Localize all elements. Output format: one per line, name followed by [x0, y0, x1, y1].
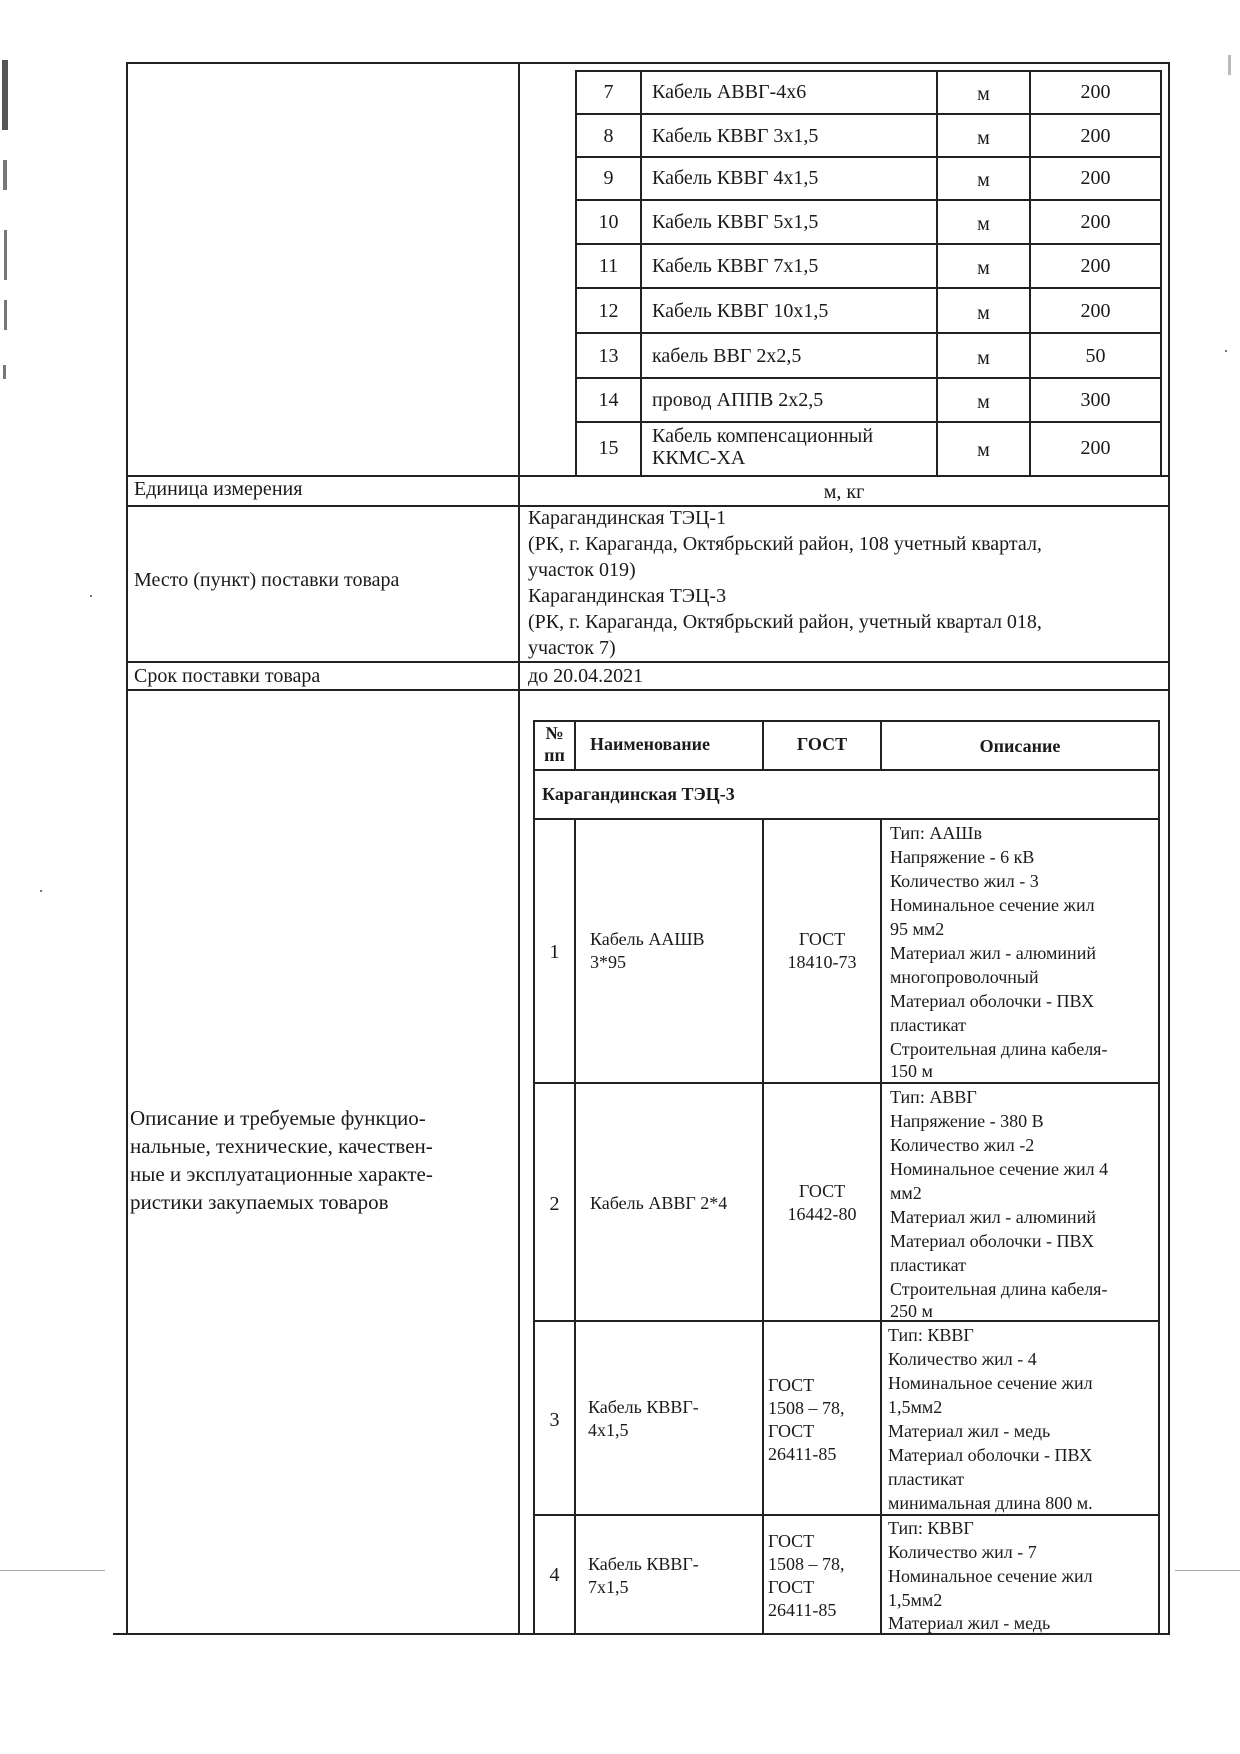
row-divider-desc — [126, 689, 1170, 691]
header-name: Наименование — [590, 734, 710, 754]
header-description: Описание — [979, 736, 1061, 756]
unit-value: м, кг — [823, 481, 865, 503]
row-number: 1 — [549, 941, 560, 963]
item-name: Кабель КВВГ 3х1,5 — [652, 125, 819, 147]
row-number: 10 — [598, 211, 619, 233]
item-unit: м — [977, 169, 990, 191]
outer-right-border — [1168, 62, 1170, 1635]
term-value: до 20.04.2021 — [528, 665, 644, 687]
item-unit: м — [977, 213, 990, 235]
item-unit: м — [977, 83, 990, 105]
item-name: Кабель КВВГ 5х1,5 — [652, 211, 819, 233]
item-name: Кабель КВВГ 10х1,5 — [652, 300, 829, 322]
row-number: 3 — [549, 1409, 560, 1431]
row-divider-term — [126, 661, 1170, 663]
row-number: 9 — [603, 167, 614, 189]
row-number: 15 — [598, 437, 619, 459]
row-number: 4 — [549, 1564, 560, 1586]
column-divider — [518, 62, 520, 1635]
outer-top-border — [126, 62, 1170, 64]
item-name-line1: Кабель компенсационный — [652, 425, 874, 447]
item-qty: 200 — [1080, 437, 1111, 459]
item-unit: м — [977, 439, 990, 461]
section-title: Карагандинская ТЭЦ-3 — [542, 784, 735, 804]
item-unit: м — [977, 257, 990, 279]
item-unit: м — [977, 347, 990, 369]
row-number: 14 — [598, 389, 619, 411]
unit-label: Единица измерения — [134, 478, 303, 500]
row-number: 13 — [598, 345, 619, 367]
row-number: 8 — [603, 125, 614, 147]
header-num-line1: № — [545, 723, 564, 743]
item-name: провод АППВ 2х2,5 — [652, 389, 824, 411]
place-label: Место (пункт) поставки товара — [134, 569, 400, 591]
item-qty: 200 — [1080, 255, 1111, 277]
term-label: Срок поставки товара — [134, 665, 321, 687]
header-gost: ГОСТ — [796, 734, 848, 754]
item-qty: 200 — [1080, 81, 1111, 103]
item-name: Кабель КВВГ 7х1,5 — [652, 255, 819, 277]
outer-left-border — [126, 62, 128, 1635]
row-number: 7 — [603, 81, 614, 103]
item-name: Кабель КВВГ 4х1,5 — [652, 167, 819, 189]
header-num-line2: пп — [544, 745, 565, 765]
item-name: Кабель АВВГ-4х6 — [652, 81, 807, 103]
item-qty: 300 — [1080, 389, 1111, 411]
item-unit: м — [977, 391, 990, 413]
row-number: 2 — [549, 1193, 560, 1215]
item-qty: 200 — [1080, 125, 1111, 147]
item-name: кабель ВВГ 2х2,5 — [652, 345, 802, 367]
item-name-line2: ККМС-ХА — [652, 447, 746, 469]
item-unit: м — [977, 302, 990, 324]
item-qty: 50 — [1085, 345, 1106, 367]
item-unit: м — [977, 127, 990, 149]
row-number: 11 — [598, 255, 619, 277]
item-qty: 200 — [1080, 211, 1111, 233]
item-qty: 200 — [1080, 300, 1111, 322]
row-number: 12 — [598, 300, 619, 322]
item-qty: 200 — [1080, 167, 1111, 189]
